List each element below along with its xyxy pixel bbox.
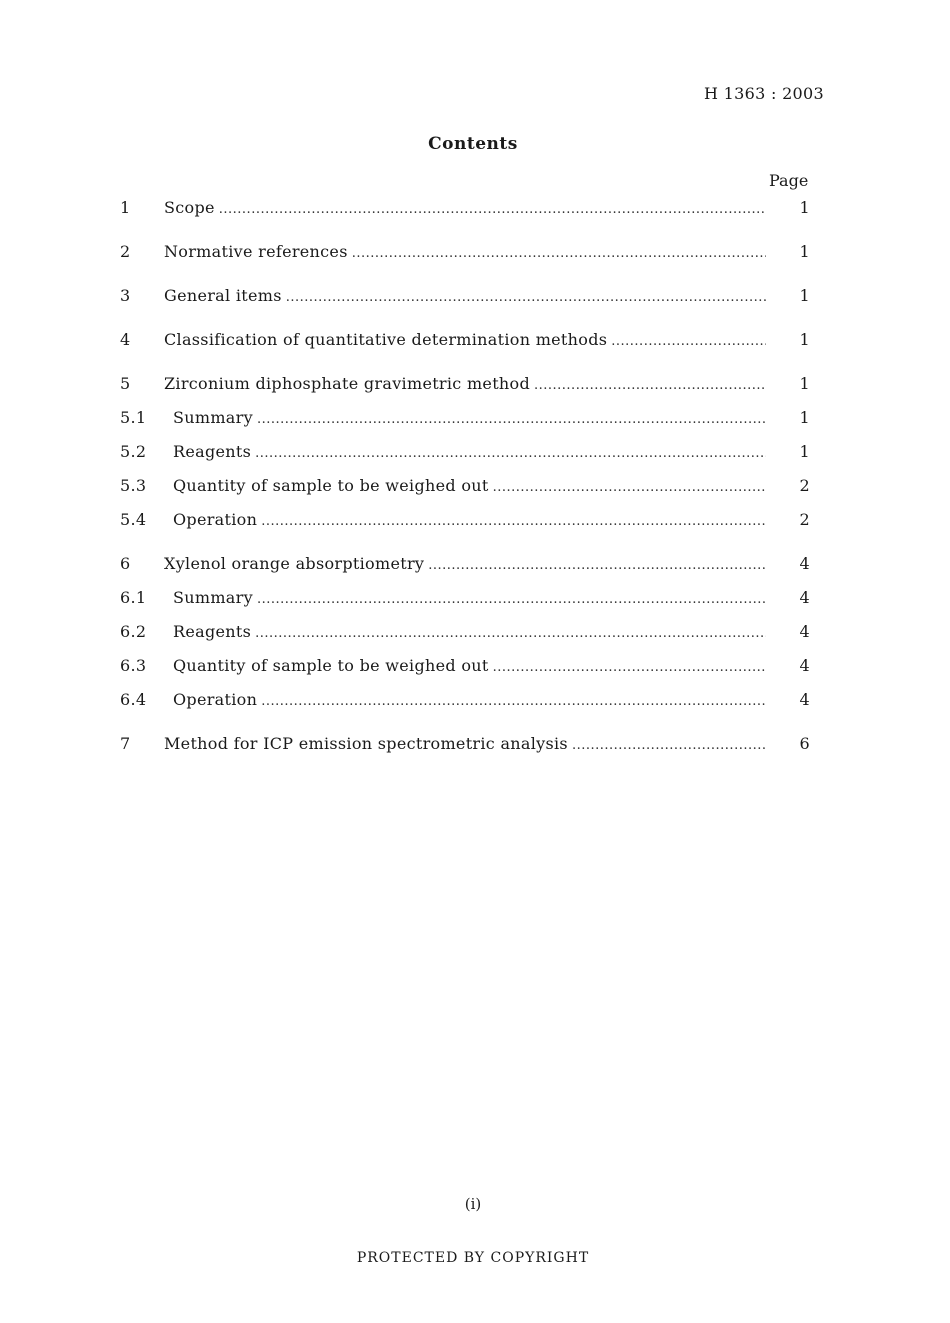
toc-entry[interactable]: [120, 195, 810, 229]
toc-entry-number: 6.1: [120, 588, 147, 607]
page-title: Contents: [428, 134, 518, 154]
page-column-label: Page: [769, 171, 809, 190]
toc-entry[interactable]: [120, 371, 810, 405]
dot-leader: [257, 587, 766, 613]
toc-entry-page: 4: [799, 622, 810, 641]
toc-entry-page: 1: [799, 242, 810, 261]
toc-entry-number: 1: [120, 198, 131, 217]
toc-entry-page: 2: [799, 510, 810, 529]
toc-entry-number: 6.3: [120, 656, 147, 675]
dot-leader: [428, 553, 766, 579]
toc-entry-label: Normative references: [164, 242, 348, 261]
toc-entry-label: Xylenol orange absorptiometry: [164, 554, 425, 573]
dot-leader: [286, 285, 766, 311]
toc-entry-number: 5.3: [120, 476, 147, 495]
toc-entry-label: Summary: [173, 408, 253, 427]
toc-entry-label: Quantity of sample to be weighed out: [173, 656, 489, 675]
toc-entry-number: 5: [120, 374, 131, 393]
toc-entry[interactable]: [120, 507, 810, 541]
toc-entry-page: 4: [799, 656, 810, 675]
toc-entry-label: General items: [164, 286, 282, 305]
toc-entry[interactable]: [120, 283, 810, 317]
toc-entry[interactable]: [120, 473, 810, 507]
toc-entry-number: 5.1: [120, 408, 147, 427]
dot-leader: [255, 441, 766, 467]
toc-entry-number: 6: [120, 554, 131, 573]
dot-leader: [255, 621, 766, 647]
toc-entry[interactable]: [120, 239, 810, 273]
toc-entry-label: Zirconium diphosphate gravimetric method: [164, 374, 530, 393]
toc-entry-page: 6: [799, 734, 810, 753]
dot-leader: [352, 241, 766, 267]
toc-entry[interactable]: [120, 327, 810, 361]
toc-entry-number: 4: [120, 330, 131, 349]
toc-entry[interactable]: [120, 585, 810, 619]
toc-entry-number: 7: [120, 734, 131, 753]
toc-entry-number: 3: [120, 286, 131, 305]
toc-entry-page: 4: [799, 588, 810, 607]
table-of-contents: [120, 195, 810, 765]
toc-entry-label: Reagents: [173, 442, 252, 461]
toc-entry-label: Classification of quantitative determination methods: [164, 330, 608, 349]
toc-entry-label: Reagents: [173, 622, 252, 641]
dot-leader: [572, 733, 766, 759]
toc-entry-label: Operation: [173, 510, 258, 529]
dot-leader: [534, 373, 766, 399]
toc-entry-label: Scope: [164, 198, 215, 217]
dot-leader: [219, 197, 766, 223]
toc-entry-label: Quantity of sample to be weighed out: [173, 476, 489, 495]
toc-entry-page: 4: [799, 690, 810, 709]
dot-leader: [257, 407, 766, 433]
dot-leader: [261, 689, 766, 715]
toc-entry-number: 5.4: [120, 510, 147, 529]
dot-leader: [493, 655, 766, 681]
dot-leader: [611, 329, 766, 355]
toc-entry-label: Method for ICP emission spectrometric analysis: [164, 734, 568, 753]
toc-entry-page: 1: [799, 442, 810, 461]
toc-entry[interactable]: [120, 653, 810, 687]
toc-entry-page: 2: [799, 476, 810, 495]
toc-entry[interactable]: [120, 687, 810, 721]
footer-page-number: (i): [464, 1195, 482, 1213]
toc-entry-page: 1: [799, 374, 810, 393]
toc-entry-page: 1: [799, 330, 810, 349]
toc-entry-label: Summary: [173, 588, 253, 607]
toc-entry[interactable]: [120, 731, 810, 765]
toc-entry-page: 1: [799, 286, 810, 305]
toc-entry-page: 1: [799, 408, 810, 427]
toc-entry-number: 6.2: [120, 622, 147, 641]
toc-entry-number: 5.2: [120, 442, 147, 461]
copyright-notice: PROTECTED BY COPYRIGHT: [356, 1250, 590, 1266]
toc-entry-label: Operation: [173, 690, 258, 709]
toc-entry[interactable]: [120, 619, 810, 653]
toc-entry-number: 2: [120, 242, 131, 261]
dot-leader: [493, 475, 766, 501]
toc-entry[interactable]: [120, 405, 810, 439]
toc-entry-page: 1: [799, 198, 810, 217]
toc-entry-number: 6.4: [120, 690, 147, 709]
dot-leader: [261, 509, 766, 535]
toc-entry[interactable]: [120, 551, 810, 585]
toc-entry-page: 4: [799, 554, 810, 573]
document-id: H 1363 : 2003: [704, 84, 824, 103]
toc-entry[interactable]: [120, 439, 810, 473]
